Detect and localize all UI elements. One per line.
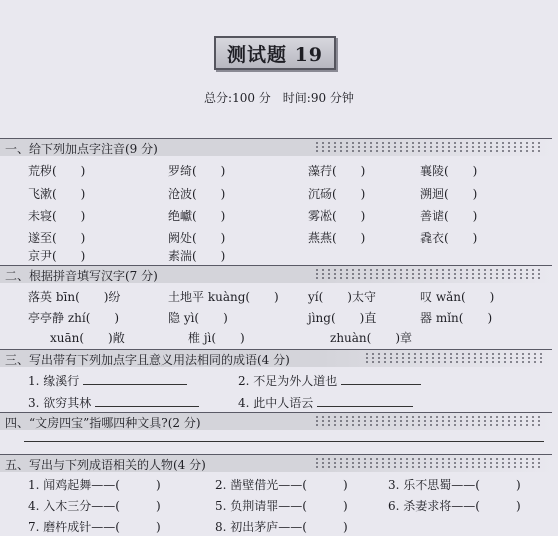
pinyin-item: 沉砀( ): [308, 187, 366, 201]
section-1-header: [0, 138, 552, 156]
dot-pattern: [314, 457, 544, 469]
section-3-heading: 三、写出带有下列加点字且意义用法相同的成语(4 分): [5, 353, 290, 367]
person-item: 4. 入木三分——( ): [28, 499, 161, 513]
hanzi-item: jìng( )直: [308, 311, 377, 325]
idiom-item: 1. 缘溪行: [28, 372, 187, 389]
pinyin-item: 毳衣( ): [420, 231, 478, 245]
idiom-item: 2. 不足为外人道也: [238, 372, 421, 389]
hanzi-item: yí( )太守: [308, 290, 376, 304]
hanzi-item: 土地平 kuàng( ): [168, 290, 279, 304]
pinyin-item: 藻荇( ): [308, 164, 366, 178]
pinyin-item: 沧波( ): [168, 187, 226, 201]
section-5-header: [0, 454, 552, 472]
person-item: 7. 磨杵成针——( ): [28, 520, 161, 534]
pinyin-item: 阙处( ): [168, 231, 226, 245]
person-item: 5. 负荆请罪——( ): [215, 499, 348, 513]
person-item: 3. 乐不思蜀——( ): [388, 478, 521, 492]
pinyin-item: 未寝( ): [28, 209, 86, 223]
dot-pattern: [314, 141, 544, 153]
section-2-heading: 二、根据拼音填写汉字(7 分): [5, 269, 158, 283]
page-title: 测试题 19: [226, 43, 324, 66]
hanzi-item: xuān( )敞: [50, 331, 125, 345]
pinyin-item: 雾凇( ): [308, 209, 366, 223]
hanzi-item: zhuàn( )章: [330, 331, 413, 345]
hanzi-item: 椎 jì( ): [188, 331, 245, 345]
pinyin-item: 善谑( ): [420, 209, 478, 223]
dot-pattern: [364, 352, 544, 364]
hanzi-item: 器 mǐn( ): [420, 311, 493, 325]
hanzi-item: 落英 bīn( )纷: [28, 290, 121, 304]
answer-line: [24, 441, 544, 442]
pinyin-item: 京尹( ): [28, 249, 86, 263]
idiom-item: 3. 欲穷其林: [28, 394, 199, 411]
score-time-line: 总分:100 分 时间:90 分钟: [204, 91, 354, 105]
section-3-header: [0, 349, 552, 367]
pinyin-item: 飞漱( ): [28, 187, 86, 201]
pinyin-item: 遂至( ): [28, 231, 86, 245]
pinyin-item: 溯迴( ): [420, 187, 478, 201]
hanzi-item: 亭亭静 zhí( ): [28, 311, 120, 325]
pinyin-item: 素湍( ): [168, 249, 226, 263]
dot-pattern: [314, 268, 544, 280]
section-2-header: [0, 265, 552, 283]
pinyin-item: 罗绮( ): [168, 164, 226, 178]
dot-pattern: [314, 415, 544, 427]
title-banner: [214, 36, 336, 70]
person-item: 6. 杀妻求将——( ): [388, 499, 521, 513]
bleed-through-text: [330, 4, 340, 19]
pinyin-item: 荒秽( ): [28, 164, 86, 178]
section-4-heading: 四、“文房四宝”指哪四种文具?(2 分): [5, 416, 201, 430]
person-item: 1. 闻鸡起舞——( ): [28, 478, 161, 492]
hanzi-item: 叹 wǎn( ): [420, 290, 495, 304]
hanzi-item: 隐 yì( ): [168, 311, 228, 325]
pinyin-item: 燕燕( ): [308, 231, 366, 245]
person-item: 8. 初出茅庐——( ): [215, 520, 348, 534]
person-item: 2. 凿壁借光——( ): [215, 478, 348, 492]
section-1-heading: 一、给下列加点字注音(9 分): [5, 142, 158, 156]
idiom-item: 4. 此中人语云: [238, 394, 413, 411]
pinyin-item: 襄陵( ): [420, 164, 478, 178]
pinyin-item: 绝巘( ): [168, 209, 226, 223]
section-5-heading: 五、写出与下列成语相关的人物(4 分): [5, 458, 206, 472]
section-4-header: [0, 412, 552, 430]
